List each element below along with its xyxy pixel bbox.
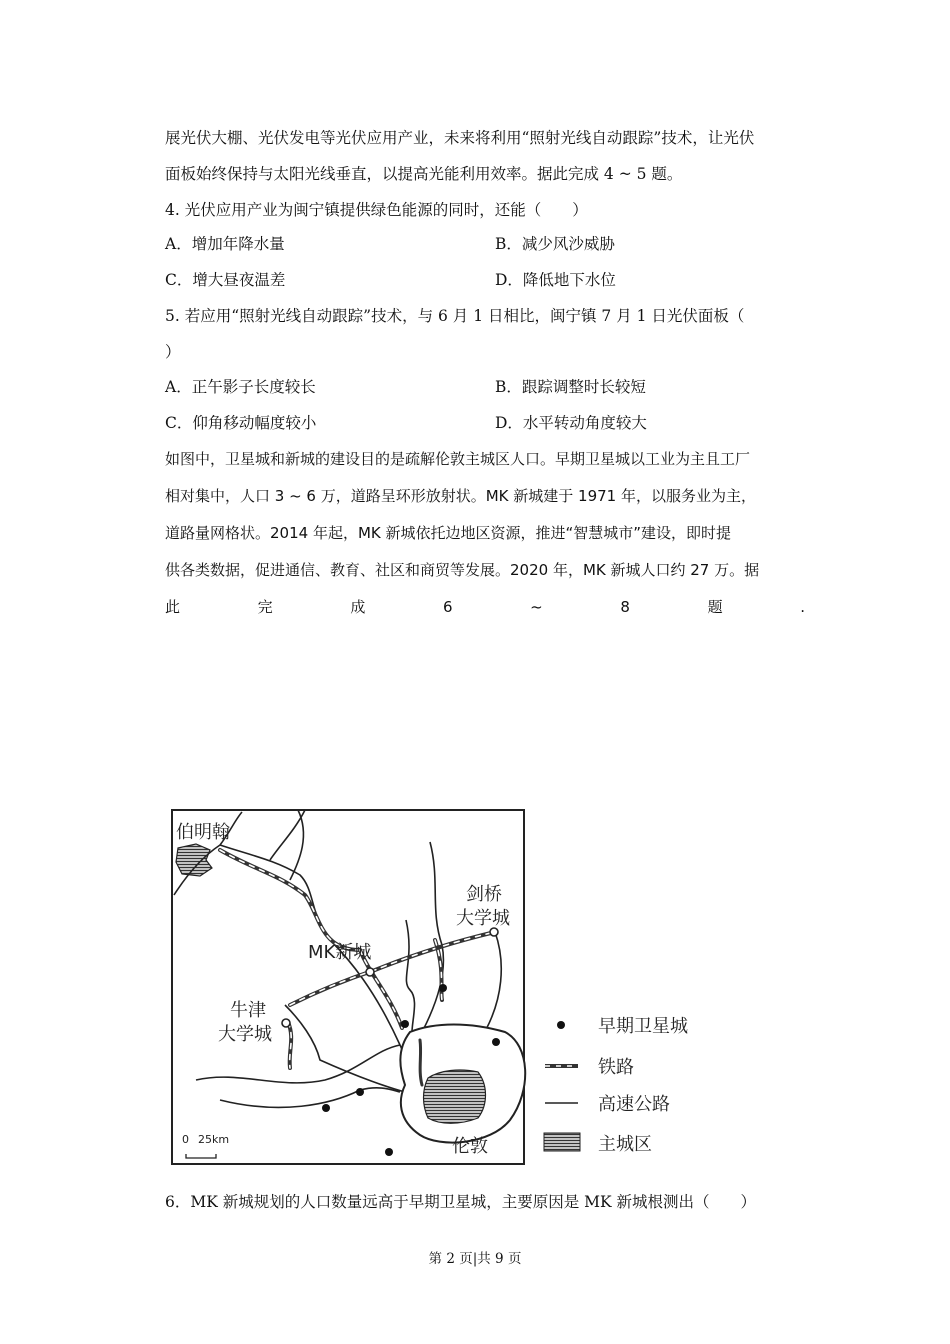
- legend-highway-label: 高速公路: [598, 1094, 670, 1115]
- passage-word: 8: [620, 598, 630, 616]
- map-legend: [544, 1016, 688, 1155]
- london-new-towns-map: [160, 800, 740, 1172]
- q4-option-a: A．增加年降水量: [165, 235, 285, 253]
- legend-core-symbol: [544, 1133, 580, 1151]
- label-birmingham: 伯明翰: [176, 822, 230, 843]
- q5-option-c: C．仰角移动幅度较小: [165, 414, 317, 432]
- passage-word: 完: [257, 598, 273, 616]
- label-london: 伦敦: [452, 1136, 488, 1157]
- passage-line-4: 供各类数据，促进通信、教育、社区和商贸等发展。2020 年，MK 新城人口约 27 万。据: [165, 561, 760, 579]
- q4-option-c: C．增大昼夜温差: [165, 271, 286, 289]
- label-cambridge-2: 大学城: [456, 908, 510, 929]
- passage-word: 此: [165, 598, 181, 616]
- scale-bar: [182, 1133, 229, 1158]
- label-mk-new-town: MK新城: [308, 942, 372, 963]
- legend-satellite-label: 早期卫星城: [598, 1016, 688, 1037]
- label-oxford-1: 牛津: [230, 1000, 266, 1021]
- passage-word: 6: [442, 598, 453, 616]
- passage-word: ~: [530, 598, 543, 616]
- passage-word: .: [800, 598, 805, 616]
- mk-new-town-marker: [366, 968, 374, 976]
- scale-zero: 0: [182, 1133, 189, 1146]
- q4-stem: 4. 光伏应用产业为闽宁镇提供绿色能源的同时，还能（ ）: [165, 201, 588, 219]
- label-oxford-2: 大学城: [218, 1024, 272, 1045]
- q6-stem: 6．MK 新城规划的人口数量远高于早期卫星城，主要原因是 MK 新城根测出（ ）: [165, 1193, 757, 1211]
- legend-satellite-symbol: [557, 1021, 565, 1029]
- london-core-area: [424, 1070, 486, 1123]
- passage-word: 成: [350, 598, 366, 616]
- oxford-marker: [282, 1019, 290, 1027]
- q4-option-b: B．减少风沙威胁: [495, 235, 615, 253]
- intro-line-1: 展光伏大棚、光伏发电等光伏应用产业，未来将利用“照射光线自动跟踪”技术，让光伏: [165, 129, 755, 147]
- passage-line-3: 道路量网格状。2014 年起，MK 新城依托边地区资源，推进“智慧城市”建设，即时提: [165, 524, 732, 542]
- q5-option-b: B．跟踪调整时长较短: [495, 378, 646, 396]
- passage-line-2: 相对集中，人口 3 ~ 6 万，道路呈环形放射状。MK 新城建于 1971 年，以服务业为主，: [165, 487, 756, 505]
- birmingham-core-area: [176, 844, 212, 876]
- passage-word: 题: [707, 598, 723, 616]
- passage-line-5: [165, 597, 805, 617]
- cambridge-marker: [490, 928, 498, 936]
- scale-km: 25km: [198, 1133, 230, 1146]
- page-footer: 第 2 页|共 9 页: [428, 1251, 522, 1267]
- label-cambridge-1: 剑桥: [466, 884, 502, 905]
- legend-core-label: 主城区: [598, 1134, 652, 1155]
- q4-option-d: D．降低地下水位: [495, 271, 616, 289]
- q5-stem: 5. 若应用“照射光线自动跟踪”技术，与 6 月 1 日相比，闽宁镇 7 月 1 日光伏面板（: [165, 307, 745, 325]
- q5-option-d: D．水平转动角度较大: [495, 414, 647, 432]
- q5-option-a: A．正午影子长度较长: [165, 378, 316, 396]
- passage-line-1: 如图中，卫星城和新城的建设目的是疏解伦敦主城区人口。早期卫星城以工业为主且工厂: [165, 450, 751, 468]
- legend-railway-label: 铁路: [598, 1057, 634, 1078]
- intro-line-2: 面板始终保持与太阳光线垂直，以提高光能利用效率。据此完成 4 ~ 5 题。: [165, 165, 683, 183]
- q5-stem-continued: ）: [165, 343, 181, 361]
